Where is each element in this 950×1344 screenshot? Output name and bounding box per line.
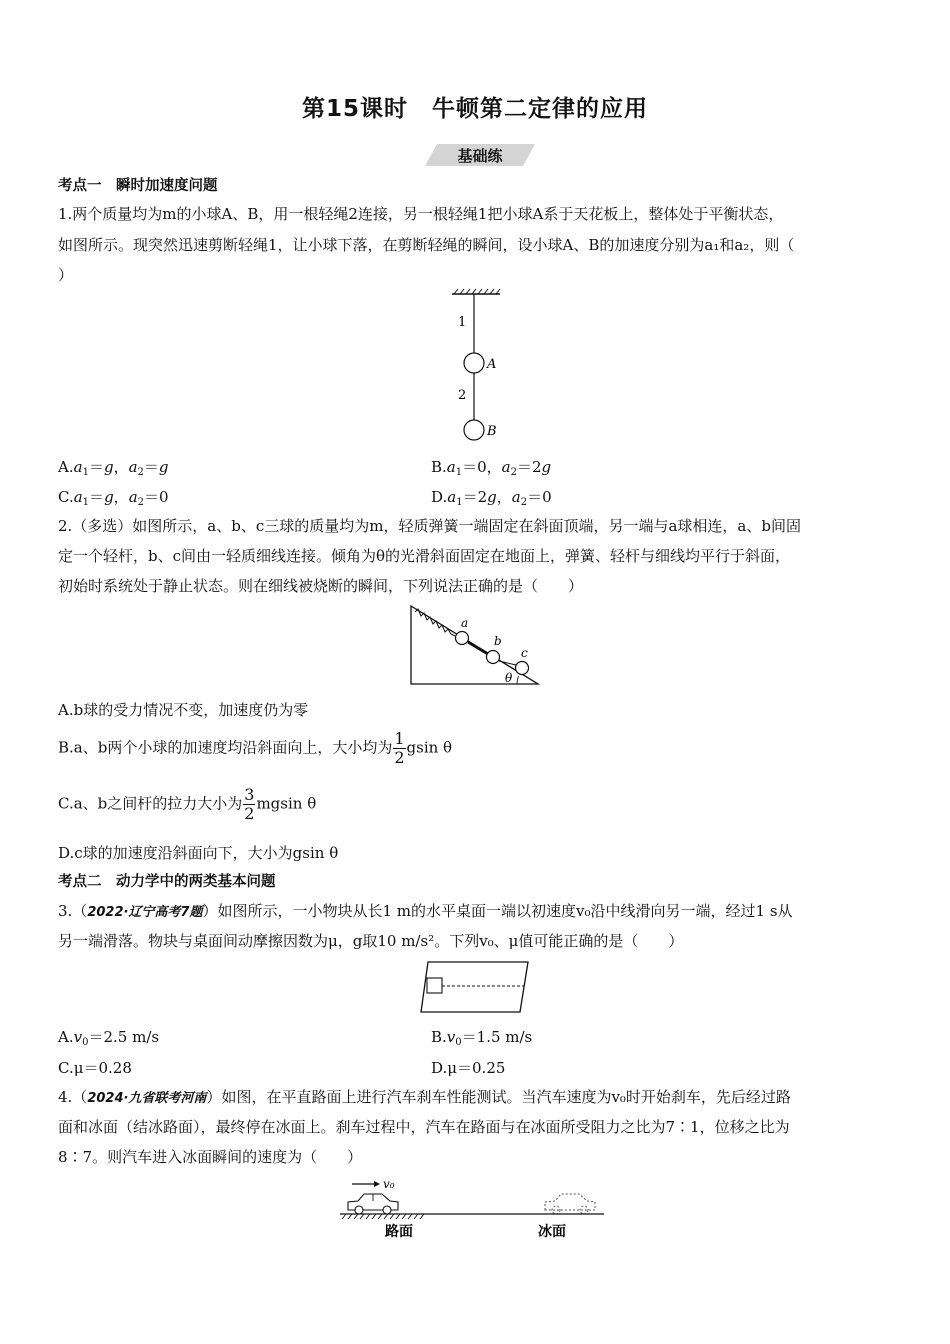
q3-text-line2: 另一端滑落。物块与桌面间动摩擦因数为μ，g取10 m/s²。下列v₀、μ值可能正确的是（ ） xyxy=(58,932,684,950)
page-title xyxy=(0,90,950,123)
q4-text-line2: 面和冰面（结冰路面），最终停在冰面上。刹车过程中，汽车在路面与在冰面所受阻力之比为7∶1，位移之比为 xyxy=(58,1118,790,1136)
q2-option-d[interactable]: D.c球的加速度沿斜面向下，大小为gsin θ xyxy=(58,844,339,862)
ice-label: 冰面 xyxy=(538,1224,566,1240)
q1-text-line2: 如图所示。现突然迅速剪断轻绳1，让小球下落，在剪断轻绳的瞬间，设小球A、B的加速度分别为a₁和a₂，则（ xyxy=(58,236,795,254)
q3-figure xyxy=(420,958,532,1016)
q1-text-line3: ） xyxy=(58,266,74,284)
angle-arc xyxy=(517,676,519,684)
q4-text: ）如图，在平直路面上进行汽车刹车性能测试。当汽车速度为v₀时开始刹车，先后经过路 xyxy=(206,1088,791,1106)
car-on-ice xyxy=(545,1194,595,1210)
q3-text: ）如图所示，一小物块从长1 m的水平桌面一端以初速度v₀沿中线滑向另一端，经过1 s从 xyxy=(202,902,793,920)
badge-label: 基础练 xyxy=(457,147,503,165)
q1-text-line1: 1.两个质量均为m的小球A、B，用一根轻绳2连接，另一根轻绳1把小球A系于天花板上，整体处于平衡状态， xyxy=(58,205,784,223)
q2-option-c[interactable] xyxy=(58,786,316,823)
q1-option-b[interactable]: $B.a_1=0$，$a_2=2g$ xyxy=(431,458,552,478)
ball-c-q2 xyxy=(516,662,529,675)
ball-b xyxy=(464,420,484,440)
q3-number: 3.（ xyxy=(58,902,88,920)
road-label: 路面 xyxy=(385,1224,413,1240)
title-lesson: 第15课时 xyxy=(301,96,408,122)
q2-option-b[interactable] xyxy=(58,730,452,767)
q3-text-line1 xyxy=(58,901,793,923)
ball-b-q2 xyxy=(487,651,500,664)
ball-b-label: B xyxy=(487,424,497,439)
q3-option-c[interactable]: C.μ＝0.28 xyxy=(58,1059,132,1077)
rope-2-label: 2 xyxy=(458,388,467,403)
q4-figure xyxy=(340,1172,610,1244)
section-heading-1: 考点一 瞬时加速度问题 xyxy=(58,178,218,194)
rope-1-label: 1 xyxy=(458,315,467,330)
q2-figure xyxy=(405,600,545,690)
q4-source: 2024·九省联考河南 xyxy=(87,1091,207,1106)
section-heading-2: 考点二 动力学中的两类基本问题 xyxy=(58,874,276,890)
light-rod xyxy=(468,642,488,654)
q4-number: 4.（ xyxy=(58,1088,88,1106)
car-wheel-back xyxy=(383,1206,391,1214)
q3-option-a[interactable]: $A.v_0=2.5$ m/s xyxy=(58,1028,160,1048)
q4-text-line1 xyxy=(58,1087,791,1109)
velocity-arrowhead xyxy=(374,1181,380,1187)
q4-text-line3: 8∶7。则汽车进入冰面瞬间的速度为（ ） xyxy=(58,1148,363,1166)
label-theta: θ xyxy=(505,671,513,685)
title-topic: 牛顿第二定律的应用 xyxy=(432,96,648,122)
q2-option-b-text: B.a、b两个小球的加速度均沿斜面向上，大小均为 xyxy=(58,738,393,757)
q2-text-line2: 定一个轻杆，b、c间由一轻质细线连接。倾角为θ的光滑斜面固定在地面上，弹簧、轻杆与细线均平行于斜面， xyxy=(58,547,791,565)
q1-option-c[interactable]: $C.a_1=g$，$a_2=0$ xyxy=(58,488,169,508)
q2-option-c-tail: mgsin θ xyxy=(256,794,317,813)
q3-source: 2022·辽宁高考7题 xyxy=(87,905,203,920)
q1-figure xyxy=(430,288,530,448)
q1-option-d[interactable]: $D.a_1=2g$，$a_2=0$ xyxy=(431,488,552,508)
velocity-label: v₀ xyxy=(383,1177,395,1191)
q3-option-b[interactable]: $B.v_0=1.5$ m/s xyxy=(431,1028,533,1048)
q2-text-line1: 2.（多选）如图所示，a、b、c三球的质量均为m，轻质弹簧一端固定在斜面顶端，另一端与a球相连，a、b间固 xyxy=(58,517,801,535)
q2-text-line3: 初始时系统处于静止状态。则在细线被烧断的瞬间，下列说法正确的是（ ） xyxy=(58,577,584,595)
fraction-half: $\frac{1}{2}$ xyxy=(394,729,405,767)
label-b: b xyxy=(494,634,502,648)
small-block xyxy=(427,978,442,993)
ball-a-q2 xyxy=(456,632,469,645)
road-hatch xyxy=(342,1214,424,1219)
q1-option-a[interactable]: $A.a_1=g$，$a_2=g$ xyxy=(58,458,169,478)
badge xyxy=(425,144,535,166)
ball-a xyxy=(464,353,484,373)
q2-option-c-text: C.a、b之间杆的拉力大小为 xyxy=(58,794,243,813)
thin-string xyxy=(499,661,516,665)
q2-option-b-tail: gsin θ xyxy=(406,738,453,757)
spring xyxy=(415,609,455,636)
label-c: c xyxy=(521,646,528,660)
fraction-three-halves: $\frac{3}{2}$ xyxy=(244,785,255,823)
car-wheel-front xyxy=(355,1206,363,1214)
label-a: a xyxy=(461,616,469,630)
q3-option-d[interactable]: D.μ＝0.25 xyxy=(431,1059,506,1077)
q2-option-a[interactable]: A.b球的受力情况不变，加速度仍为零 xyxy=(58,701,309,719)
ball-a-label: A xyxy=(487,357,497,372)
